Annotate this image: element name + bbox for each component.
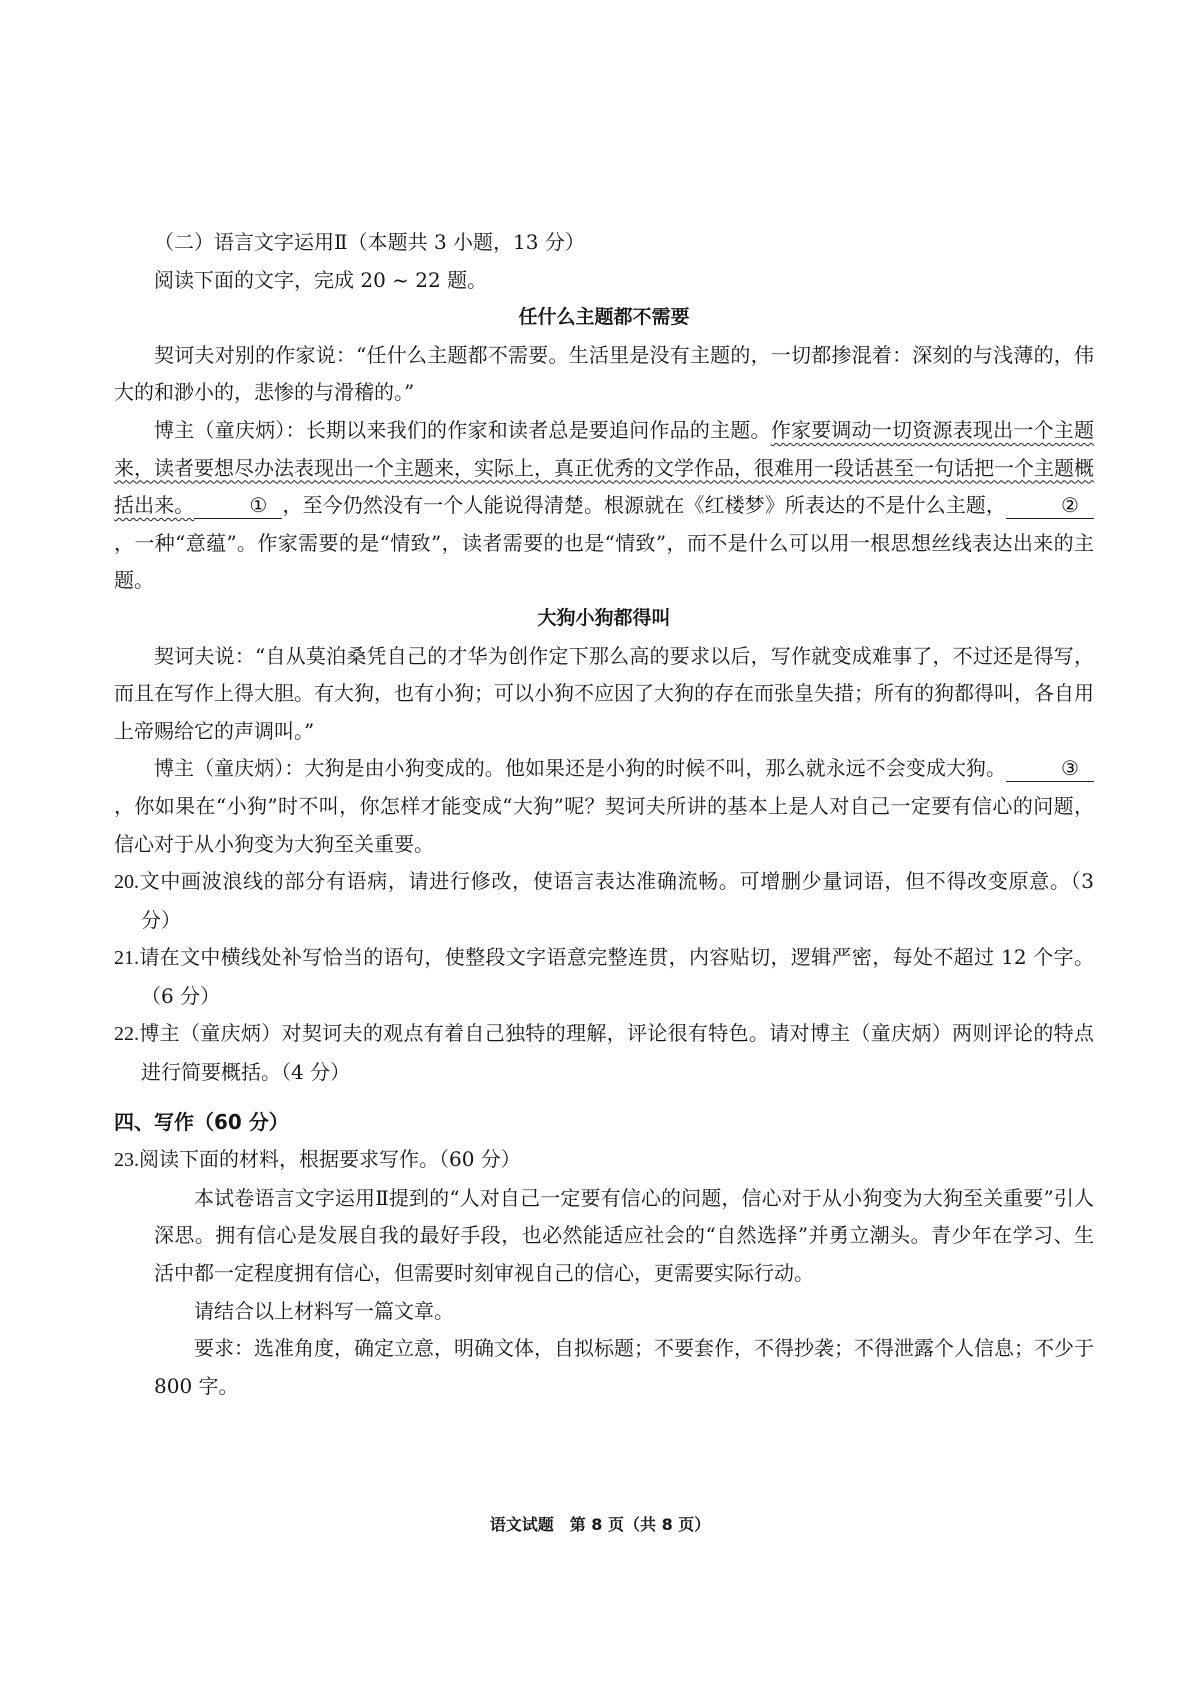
fill-blank-1: ① [194,492,282,519]
section-heading: （二）语言文字运用Ⅱ（本题共 3 小题，13 分） [154,230,585,254]
page-footer: 语文试题 第 8 页（共 8 页） [489,1515,711,1534]
page-content [114,224,1094,1405]
question-number: 23. [114,1149,139,1172]
section-instruction: 阅读下面的文字，完成 20 ~ 22 题。 [154,267,488,292]
article-paragraph: 契诃夫说：“自从莫泊桑凭自己的才华为创作定下那么高的要求以后，写作就变成难事了，不过还是得写，而且在写作上得大胆。有大狗，也有小狗；可以小狗不应因了大狗的存在而张皇失措；所有的狗都得叫，各自用上帝赐给它的声调叫。” [114,643,1094,743]
article-paragraph: 契诃夫对别的作家说：“任什么主题都不需要。生活里是没有主题的，一切都掺混着：深刻的与浅薄的，伟大的和渺小的，悲惨的与滑稽的。” [114,342,1094,405]
question [114,863,1094,939]
paragraph-lead: 博主（童庆炳）：长期以来我们的作家和读者总是要追问作品的主题。 [154,417,771,442]
writing-prompt: 请结合以上材料写一篇文章。 [194,1298,454,1323]
article-paragraph [114,750,1094,863]
fill-blank-2: ② [1006,492,1094,519]
question [114,1141,1094,1180]
writing-material: 本试卷语言文字运用Ⅱ提到的“人对自己一定要有信心的问题，信心对于从小狗变为大狗至关重要”引人深思。拥有信心是发展自我的最好手段，也必然能适应社会的“自然选择”并勇立潮头。青少年在学习、生活中都一定程度拥有信心，但需要时刻审视自己的信心，更需要实际行动。 [154,1185,1094,1286]
spacer [114,1092,1094,1104]
question-text: 博主（童庆炳）对契诃夫的观点有着自己独特的理解，评论很有特色。请对博主（童庆炳）两则评论的特点进行简要概括。（4 分） [139,1021,1094,1085]
article-paragraph [114,412,1094,600]
question-text: 请在文中横线处补写恰当的语句，使整段文字语意完整连贯，内容贴切，逻辑严密，每处不超过 12 个字。（6 分） [139,945,1094,1008]
writing-requirement: 要求：选准角度，确定立意，明确文体，自拟标题；不要套作，不得抄袭；不得泄露个人信息；不少于 800 字。 [154,1336,1094,1398]
article-title: 任什么主题都不需要 [518,306,690,329]
question [114,1015,1094,1091]
article-title: 大狗小狗都得叫 [537,606,671,629]
wavy-underlined-text: 作家要调动一切资源表现出一个主题来，读者要想尽办法表现出一个主题来，实际上，真正优秀的文学作品，很难用一段话甚至一句话把一个主题概括出来。 [114,417,1095,518]
question [114,939,1094,1015]
fill-blank-3: ③ [1006,755,1094,782]
section-heading: 四、写作（60 分） [114,1109,289,1134]
paragraph-middle: ，至今仍然没有一个人能说得清楚。根源就在《红楼梦》所表达的不是什么主题， [282,493,1006,518]
question-text: 阅读下面的材料，根据要求写作。（60 分） [139,1147,521,1172]
question-number: 22. [114,1023,139,1046]
question-text: 文中画波浪线的部分有语病，请进行修改，使语言表达准确流畅。可增删少量词语，但不得改变原意。（3 分） [139,869,1094,932]
question-number: 20. [114,871,139,894]
paragraph-tail: ，一种“意蕴”。作家需要的是“情致”，读者需要的也是“情致”，而不是什么可以用一根思想丝线表达出来的主题。 [114,530,1094,593]
question-number: 21. [114,947,139,970]
paragraph-tail: ，你如果在“小狗”时不叫，你怎样才能变成“大狗”呢？契诃夫所讲的基本上是人对自己一定要有信心的问题，信心对于从小狗变为大狗至关重要。 [114,793,1094,856]
paragraph-lead: 博主（童庆炳）：大狗是由小狗变成的。他如果还是小狗的时候不叫，那么就永远不会变成大狗。 [154,756,1006,781]
